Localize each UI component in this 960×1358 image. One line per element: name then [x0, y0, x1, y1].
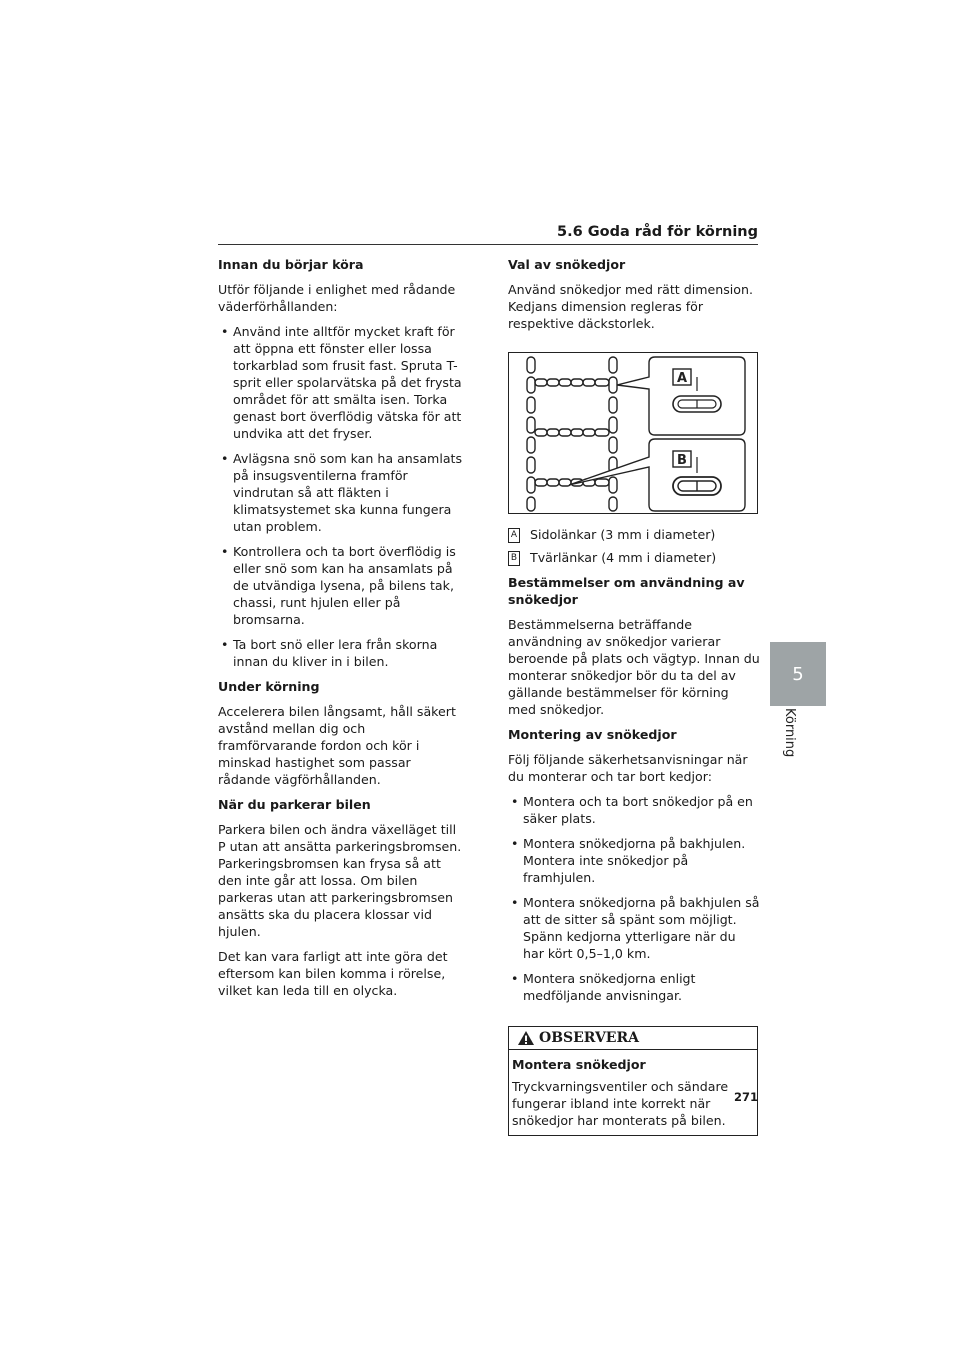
legend-item-b	[508, 549, 760, 566]
cross-chain-2	[535, 429, 609, 436]
heading-mounting: Montering av snökedjor	[508, 727, 677, 742]
legend-tag-b: B	[508, 551, 520, 566]
legend-tag-a: A	[508, 528, 520, 543]
heading-regulations: Bestämmelser om användning av snökedjor	[508, 575, 745, 607]
chapter-tab	[770, 642, 826, 706]
list-item: • Montera och ta bort snökedjor på en säker plats.	[508, 793, 760, 827]
left-column	[218, 256, 466, 1007]
snow-chain-figure	[508, 352, 758, 514]
list-item: • Kontrollera och ta bort överflödig is eller snö som kan ha ansamlats på de utvändiga lysena, på bilens tak, chassi, runt hjulen eller på bromsarna.	[218, 543, 466, 628]
list-item: • Montera snökedjorna på bakhjulen. Montera inte snökedjor på framhjulen.	[508, 835, 760, 886]
chapter-label: Körning	[782, 708, 797, 758]
paragraph: Accelerera bilen långsamt, håll säkert avstånd mellan dig och framförvarande fordon och kör i minskad hastighet som passar rådande vägförhållanden.	[218, 704, 456, 787]
warning-box	[508, 1026, 758, 1136]
list-item: • Montera snökedjorna enligt medföljande anvisningar.	[508, 970, 760, 1004]
paragraph: Utför följande i enlighet med rådande väderförhållanden:	[218, 282, 456, 314]
warning-text: Tryckvarningsventiler och sändare fungerar ibland inte korrekt när snökedjor har monterats på bilen.	[512, 1079, 729, 1128]
label-a: A	[676, 371, 688, 386]
legend-text-b: Tvärlänkar (4 mm i diameter)	[530, 550, 717, 565]
paragraph: Följ följande säkerhetsanvisningar när du monterar och tar bort kedjor:	[508, 752, 748, 784]
bullet-list	[218, 323, 466, 670]
header-rule	[218, 244, 758, 245]
chapter-number: 5	[792, 663, 804, 685]
right-column	[508, 256, 760, 1136]
label-b: B	[677, 453, 687, 468]
heading-chain-selection: Val av snökedjor	[508, 257, 626, 272]
left-side-chain	[527, 357, 535, 511]
warning-body	[509, 1050, 757, 1135]
heading-parking: När du parkerar bilen	[218, 797, 371, 812]
paragraph: Parkera bilen och ändra växelläget till P utan att ansätta parkeringsbromsen. Parkeringsbromsen kan frysa så att den inte går att lossa. Om bilen parkeras utan att parkeringsbromsen ansätts ska du placera klossar vid hjulen.	[218, 822, 462, 939]
right-side-chain	[609, 357, 617, 511]
list-item: • Ta bort snö eller lera från skorna innan du kliver in i bilen.	[218, 636, 466, 670]
legend-text-a: Sidolänkar (3 mm i diameter)	[530, 527, 716, 542]
list-item: • Montera snökedjorna på bakhjulen så att de sitter så spänt som möjligt. Spänn kedjorna ytterligare när du har kört 0,5–1,0 km.	[508, 894, 760, 962]
snow-chain-illustration	[509, 353, 757, 513]
heading-while-driving: Under körning	[218, 679, 320, 694]
paragraph: Bestämmelserna beträffande användning av snökedjor varierar beroende på plats och vägtyp. Innan du monterar snökedjor bör du ta del av gällande bestämmelser för körning med snökedjor.	[508, 617, 760, 717]
list-item: • Använd inte alltför mycket kraft för att öppna ett fönster eller lossa torkarblad som frusit fast. Spruta T-sprit eller spolarvätska på det frysta området för att smälta isen. Torka genast bort överflödig vätska för att undvika att det fryser.	[218, 323, 466, 442]
cross-chain-1	[535, 379, 609, 386]
paragraph: Använd snökedjor med rätt dimension. Kedjans dimension regleras för respektive däckstorlek.	[508, 282, 753, 331]
page-number: 271	[733, 1090, 758, 1104]
callout-b	[569, 439, 745, 511]
warning-subtitle: Montera snökedjor	[512, 1057, 646, 1072]
warning-title: OBSERVERA	[539, 1029, 639, 1046]
paragraph: Det kan vara farligt att inte göra det eftersom kan bilen komma i rörelse, vilket kan leda till en olycka.	[218, 949, 448, 998]
bullet-list	[508, 793, 760, 1004]
warning-triangle-icon	[517, 1030, 535, 1046]
heading-before-driving: Innan du börjar köra	[218, 257, 364, 272]
warning-header	[509, 1027, 757, 1050]
legend-item-a	[508, 526, 760, 543]
list-item: • Avlägsna snö som kan ha ansamlats på insugsventilerna framför vindrutan så att fläkten i klimatsystemet ska kunna fungera utan problem.	[218, 450, 466, 535]
section-title: 5.6 Goda råd för körning	[556, 224, 758, 240]
